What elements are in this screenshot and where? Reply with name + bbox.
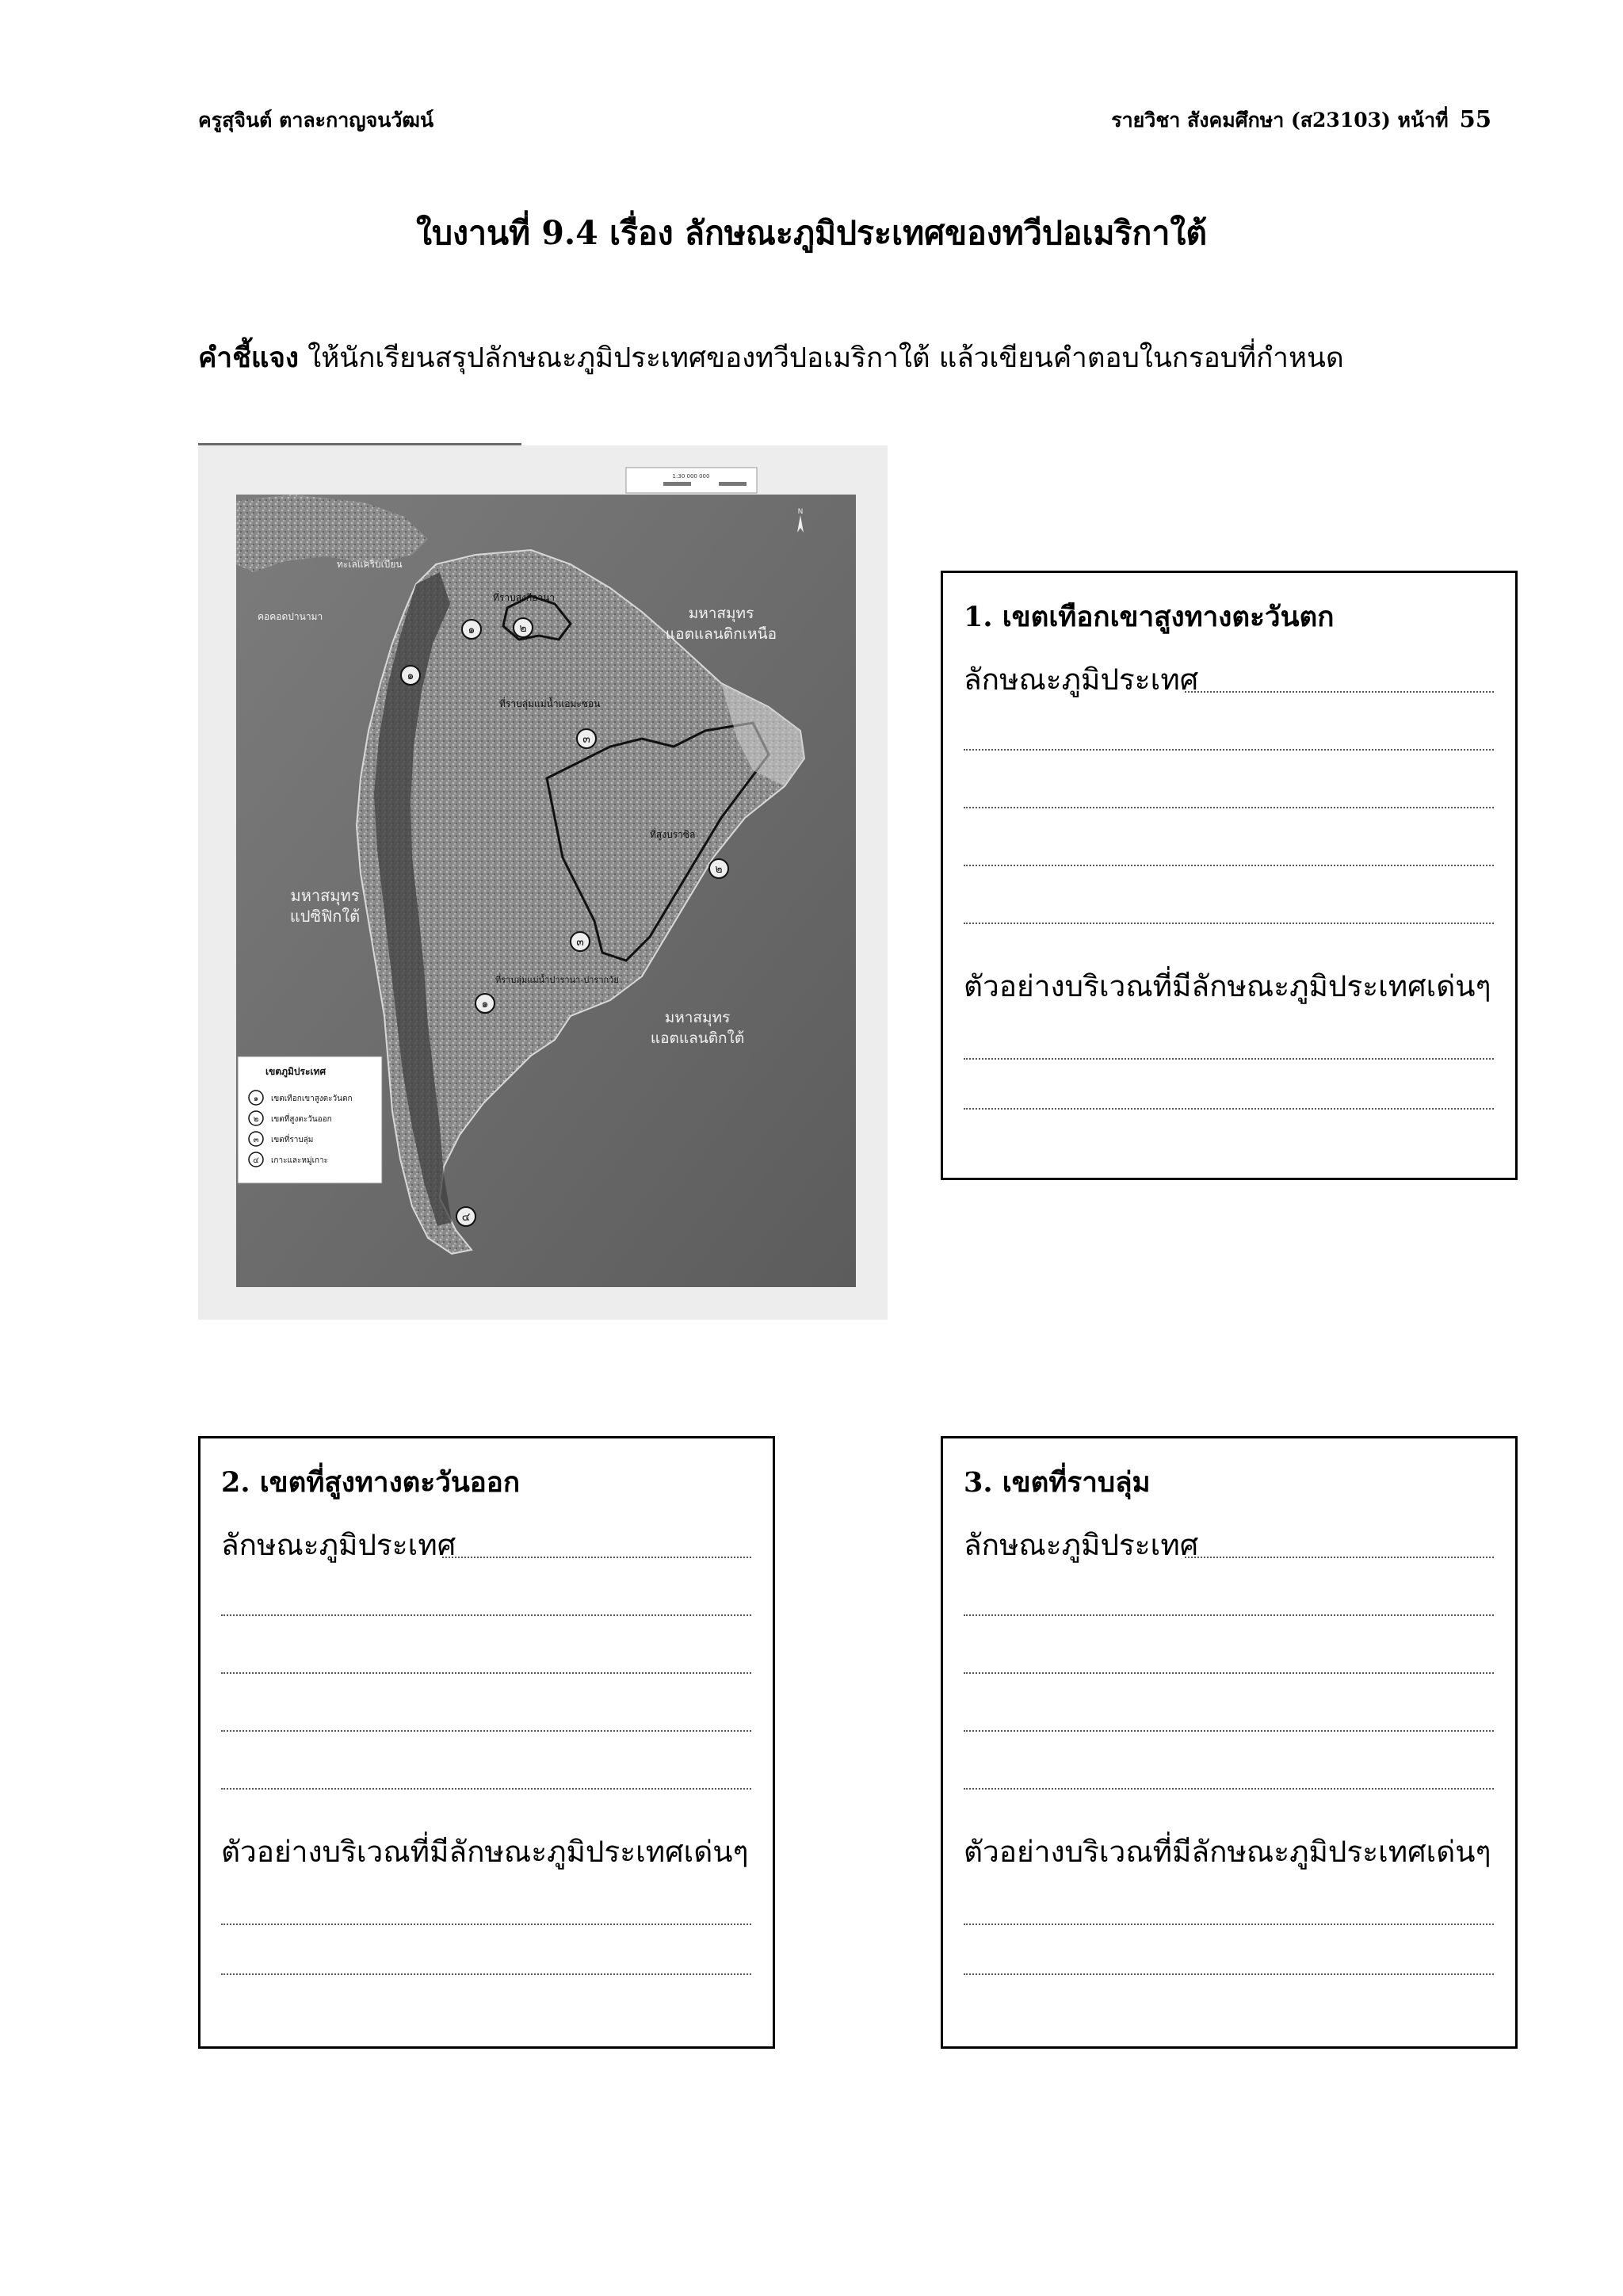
- label-atlantic-south-1: มหาสมุทร: [664, 1009, 731, 1026]
- feature-label: ลักษณะภูมิประเทศ: [964, 663, 1199, 697]
- answer-line[interactable]: [964, 749, 1494, 751]
- label-atlantic-south-2: แอตแลนติกใต้: [650, 1030, 745, 1047]
- answer-line[interactable]: [1185, 691, 1494, 693]
- svg-text:๓: ๓: [576, 936, 584, 949]
- answer-line[interactable]: [964, 1924, 1494, 1925]
- answer-line[interactable]: [221, 1672, 751, 1674]
- svg-text:๒: ๒: [253, 1115, 259, 1124]
- answer-line[interactable]: [442, 1557, 751, 1558]
- instruction-text: ให้นักเรียนสรุปลักษณะภูมิประเทศของทวีปอเมริกาใต้ แล้วเขียนคำตอบในกรอบที่กำหนด: [298, 342, 1344, 374]
- feature-label: ลักษณะภูมิประเทศ: [964, 1528, 1199, 1562]
- answer-line[interactable]: [964, 1058, 1494, 1060]
- svg-text:N: N: [797, 508, 804, 516]
- answer-line[interactable]: [964, 865, 1494, 866]
- answer-line[interactable]: [221, 1614, 751, 1616]
- answer-line[interactable]: [964, 1730, 1494, 1732]
- legend-title: เขตภูมิประเทศ: [265, 1066, 327, 1077]
- map-legend: [238, 1056, 382, 1183]
- legend-item-4: เกาะและหมู่เกาะ: [271, 1156, 329, 1165]
- svg-text:๔: ๔: [461, 1211, 471, 1224]
- label-pacific-1: มหาสมุทร: [290, 886, 360, 905]
- answer-line[interactable]: [964, 1973, 1494, 1975]
- answer-line[interactable]: [964, 1788, 1494, 1790]
- answer-line[interactable]: [1185, 1557, 1494, 1558]
- svg-text:๑: ๑: [481, 998, 489, 1010]
- example-label: ตัวอย่างบริเวณที่มีลักษณะภูมิประเทศเด่นๆ: [964, 969, 1491, 1003]
- svg-text:๑: ๑: [253, 1095, 259, 1103]
- worksheet-title: ใบงานที่ 9.4 เรื่อง ลักษณะภูมิประเทศของทวีปอเมริกาใต้: [415, 214, 1208, 252]
- answer-line[interactable]: [221, 1730, 751, 1732]
- svg-text:๑: ๑: [407, 670, 414, 682]
- feature-label: ลักษณะภูมิประเทศ: [221, 1528, 456, 1562]
- answer-line[interactable]: [964, 923, 1494, 924]
- label-parana: ที่ราบลุ่มแม่น้ำปารานา-ปารากวัย: [495, 975, 619, 985]
- svg-text:๑: ๑: [468, 624, 475, 636]
- author-name: ครูสุจินต์ ตาละกาญจนวัฒน์: [198, 109, 434, 132]
- svg-text:๓: ๓: [253, 1136, 259, 1144]
- answer-box-east-highlands: [198, 1436, 775, 2049]
- label-atlantic-north-1: มหาสมุทร: [688, 605, 754, 622]
- legend-item-2: เขตที่สูงตะวันออก: [271, 1115, 332, 1124]
- label-panama: คอคอดปานามา: [258, 611, 323, 622]
- instruction: [198, 336, 1344, 380]
- legend-item-1: เขตเทือกเขาสูงตะวันตก: [271, 1095, 353, 1103]
- scale-bar: [626, 468, 757, 493]
- answer-line[interactable]: [964, 807, 1494, 808]
- box-heading: 3. เขตที่ราบลุ่ม: [964, 1466, 1151, 1499]
- example-label: ตัวอย่างบริเวณที่มีลักษณะภูมิประเทศเด่นๆ: [964, 1835, 1491, 1869]
- course-header: [1111, 105, 1491, 136]
- label-atlantic-north-2: แอตแลนติกเหนือ: [665, 625, 777, 643]
- svg-text:๔: ๔: [253, 1156, 259, 1165]
- svg-text:๒: ๒: [519, 622, 527, 635]
- answer-box-west-mountains: [941, 571, 1518, 1180]
- label-brazil: ที่สูงบราซิล: [650, 829, 696, 840]
- instruction-label: คำชี้แจง: [198, 342, 299, 374]
- box-heading: 1. เขตเทือกเขาสูงทางตะวันตก: [964, 601, 1335, 633]
- answer-line[interactable]: [964, 1614, 1494, 1616]
- label-caribbean: ทะเลแคริบเบียน: [337, 559, 403, 570]
- page-number: 55: [1459, 105, 1491, 132]
- scale-text: 1:30 000 000: [672, 473, 710, 479]
- box-heading: 2. เขตที่สูงทางตะวันออก: [221, 1466, 521, 1499]
- answer-line[interactable]: [221, 1788, 751, 1790]
- answer-line[interactable]: [964, 1672, 1494, 1674]
- course-label: รายวิชา สังคมศึกษา (ส23103) หน้าที่: [1111, 109, 1449, 132]
- label-pacific-2: แปซิฟิกใต้: [289, 907, 361, 926]
- answer-line[interactable]: [221, 1924, 751, 1925]
- label-guiana: ที่ราบสูงกีอานา: [493, 592, 556, 603]
- answer-box-lowlands: [941, 1436, 1518, 2049]
- answer-line[interactable]: [221, 1973, 751, 1975]
- example-label: ตัวอย่างบริเวณที่มีลักษณะภูมิประเทศเด่นๆ: [221, 1835, 749, 1869]
- answer-line[interactable]: [964, 1108, 1494, 1110]
- svg-text:๓: ๓: [582, 733, 590, 746]
- south-america-map: [198, 445, 888, 1320]
- legend-item-3: เขตที่ราบลุ่ม: [271, 1136, 314, 1144]
- label-amazon: ที่ราบลุ่มแม่น้ำแอมะซอน: [499, 698, 601, 709]
- svg-text:๒: ๒: [715, 863, 723, 876]
